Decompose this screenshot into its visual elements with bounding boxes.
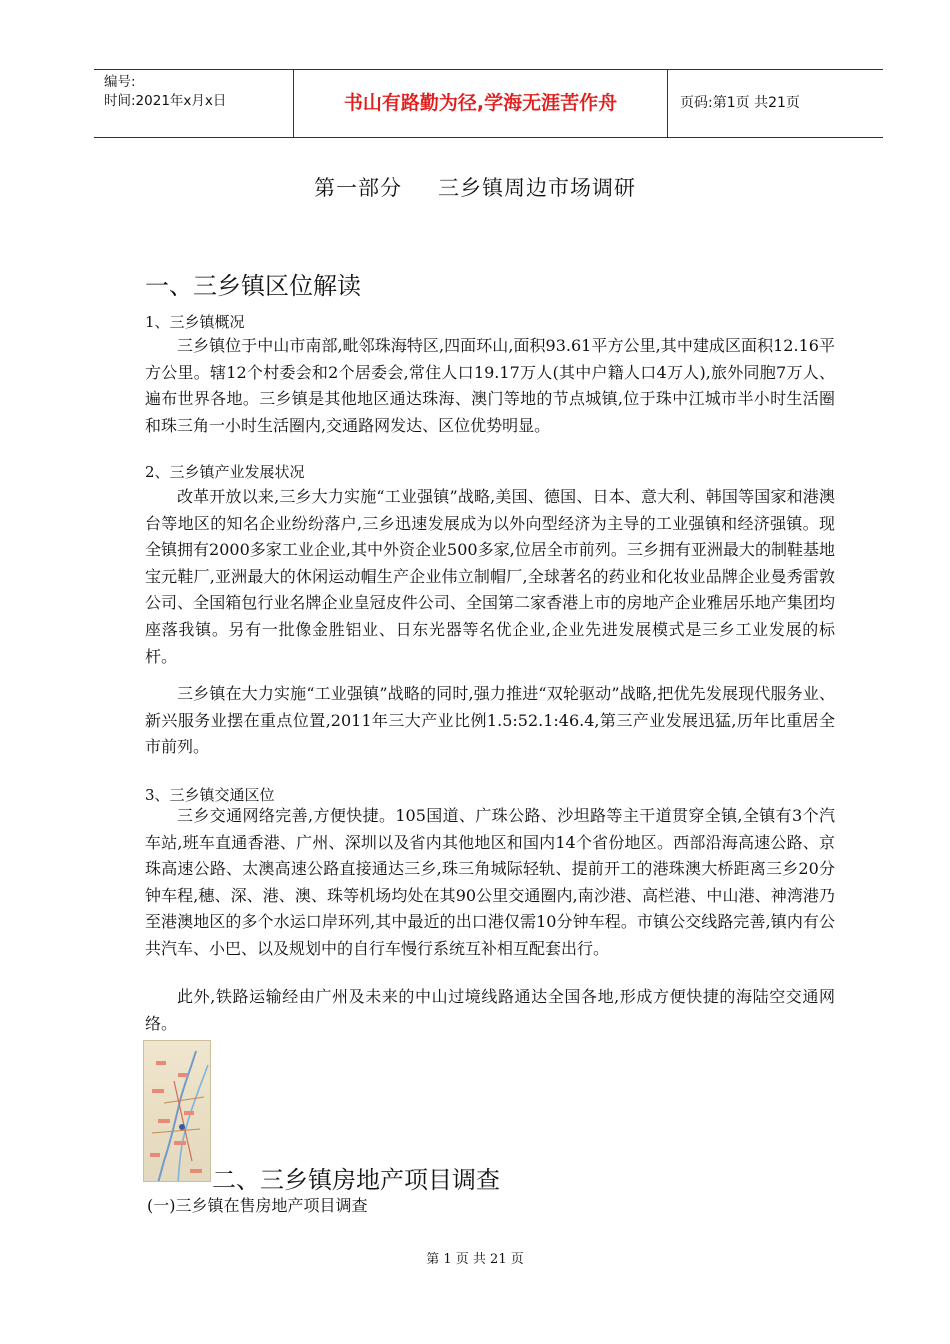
number-label: 编号: [104,74,136,90]
section1-sub3: 3、三乡镇交通区位 [145,786,275,804]
title-part: 第一部分 [314,176,402,200]
section1-sub2: 2、三乡镇产业发展状况 [145,463,305,481]
page-footer: 第 1 页 共 21 页 [426,1252,524,1267]
paragraph-overview: 三乡镇位于中山市南部,毗邻珠海特区,四面环山,面积93.61平方公里,其中建成区面积12.16平方公里。辖12个村委会和2个居委会,常住人口19.17万人(其中户籍人口4万人),旅外同胞7万人、遍布世界各地。三乡镇是其他地区通达珠海、澳门等地的节点城镇,位于珠中江城市半小时生活圈和珠三角一小时生活圈内,交通路网发达、区位优势明显。 [145,336,835,435]
section2-heading: 二、三乡镇房地产项目调查 [212,1166,500,1194]
paragraph-industry: 改革开放以来,三乡大力实施“工业强镇”战略,美国、德国、日本、意大利、韩国等国家和港澳台等地区的知名企业纷纷落户,三乡迅速发展成为以外向型经济为主导的工业强镇和经济强镇。现全镇拥有2000多家工业企业,其中外资企业500多家,位居全市前列。三乡拥有亚洲最大的制鞋基地宝元鞋厂,亚洲最大的休闲运动帽生产企业伟立制帽厂,全球著名的药业和化妆业品牌企业曼秀雷敦公司、全国箱包行业名牌企业皇冠皮件公司、全国第二家香港上市的房地产企业雅居乐地产集团均座落我镇。另有一批像金胜铝业、日东光器等名优企业,企业先进发展模式是三乡工业发展的标杆。 [145,487,835,666]
paragraph-services: 三乡镇在大力实施“工业强镇”战略的同时,强力推进“双轮驱动”战略,把优先发展现代服务业、新兴服务业摆在重点位置,2011年三大产业比例1.5:52.1:46.4,第三产业发展迅猛,历年比重居全市前列。 [145,684,835,757]
paragraph-rail: 此外,铁路运输经由广州及未来的中山过境线路通达全国各地,形成方便快捷的海陆空交通网络。 [145,987,835,1033]
title-topic: 三乡镇周边市场调研 [438,176,636,200]
section1-heading: 一、三乡镇区位解读 [145,272,361,300]
map-thumbnail-icon [144,1041,211,1182]
document-title [0,172,950,202]
header-table [94,69,883,138]
map-thumbnail-image [143,1040,211,1182]
header-meta-cell [94,70,294,137]
motto: 书山有路勤为径,学海无涯苦作舟 [294,70,668,137]
section2-sub1: (一)三乡镇在售房地产项目调查 [147,1196,368,1215]
page-info: 页码:第1页 共21页 [680,95,800,111]
time-label: 时间:2021年x月x日 [104,93,227,109]
paragraph-transport: 三乡交通网络完善,方便快捷。105国道、广珠公路、沙坦路等主干道贯穿全镇,全镇有3个汽车站,班车直通香港、广州、深圳以及省内其他地区和国内14个省份地区。西部沿海高速公路、京珠高速公路、太澳高速公路直接通达三乡,珠三角城际轻轨、提前开工的港珠澳大桥距离三乡20分钟车程,穗、深、港、澳、珠等机场均处在其90公里交通圈内,南沙港、高栏港、中山港、神湾港乃至港澳地区的多个水运口岸环列,其中最近的出口港仅需10分钟车程。市镇公交线路完善,镇内有公共汽车、小巴、以及规划中的自行车慢行系统互补相互配套出行。 [145,806,835,958]
section1-sub1: 1、三乡镇概况 [145,313,245,331]
